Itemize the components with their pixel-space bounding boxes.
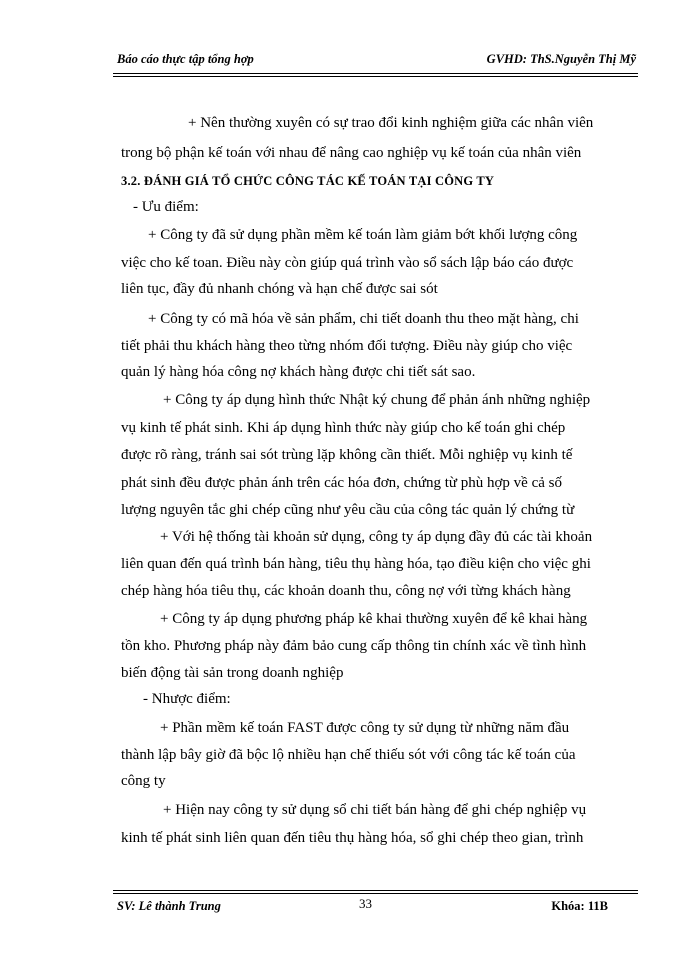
footer-rule xyxy=(113,893,638,894)
footer-course: Khóa: 11B xyxy=(551,899,608,913)
text-line: + Công ty có mã hóa về sản phẩm, chi tiết doanh thu theo mặt hàng, chi xyxy=(148,311,579,327)
text-line: + Phần mềm kế toán FAST được công ty sử dụng từ những năm đầu xyxy=(160,720,570,736)
text-line: - Nhược điểm: xyxy=(143,691,231,707)
text-line: được rõ ràng, tránh sai sót trùng lặp không cần thiết. Mỗi nghiệp vụ kinh tế xyxy=(121,447,573,463)
text-line: liên quan đến quá trình bán hàng, tiêu thụ hàng hóa, tạo điều kiện cho việc ghi xyxy=(121,556,591,572)
text-line: + Công ty đã sử dụng phần mềm kế toán làm giảm bớt khối lượng công xyxy=(148,227,578,243)
section-heading: 3.2. ĐÁNH GIÁ TỔ CHỨC CÔNG TÁC KẾ TOÁN TẠI CÔNG TY xyxy=(121,174,495,188)
footer-rule xyxy=(113,890,638,891)
text-line: + Với hệ thống tài khoản sử dụng, công ty áp dụng đầy đủ các tài khoản xyxy=(160,529,593,545)
text-line: việc cho kế toan. Điều này còn giúp quá trình vào sổ sách lập báo cáo được xyxy=(121,255,574,271)
header-report-title: Báo cáo thực tập tổng hợp xyxy=(117,52,254,66)
text-line: + Công ty áp dụng hình thức Nhật ký chung để phản ánh những nghiệp xyxy=(163,392,591,408)
text-line: liên tục, đầy đủ nhanh chóng và hạn chế được sai sót xyxy=(121,281,438,297)
text-line: kinh tế phát sinh liên quan đến tiêu thụ hàng hóa, sổ ghi chép theo gian, trình xyxy=(121,830,584,846)
text-line: - Ưu điểm: xyxy=(133,199,199,215)
header-rule xyxy=(113,73,638,74)
text-line: + Nên thường xuyên có sự trao đổi kinh nghiệm giữa các nhân viên xyxy=(188,115,594,131)
text-line: chép hàng hóa tiêu thụ, các khoản doanh thu, công nợ với từng khách hàng xyxy=(121,583,571,599)
text-line: vụ kinh tế phát sinh. Khi áp dụng hình thức này giúp cho kế toán ghi chép xyxy=(121,420,566,436)
text-line: thành lập bây giờ đã bộc lộ nhiều hạn chế thiếu sót với công tác kế toán của xyxy=(121,747,576,763)
text-line: tiết phải thu khách hàng theo từng nhóm đối tượng. Điều này giúp cho việc xyxy=(121,338,573,354)
page-header xyxy=(113,50,638,72)
text-line: biến động tài sản trong doanh nghiệp xyxy=(121,665,344,681)
text-line: phát sinh đều được phản ánh trên các hóa đơn, chứng từ phù hợp về cả số xyxy=(121,475,562,491)
text-line: tồn kho. Phương pháp này đảm bảo cung cấp thông tin chính xác về tình hình xyxy=(121,638,587,654)
page-number: 33 xyxy=(359,896,372,911)
header-rule xyxy=(113,76,638,77)
text-line: + Công ty áp dụng phương pháp kê khai thường xuyên để kê khai hàng xyxy=(160,611,588,627)
page-footer xyxy=(113,896,638,918)
text-line: công ty xyxy=(121,773,166,789)
header-supervisor: GVHD: ThS.Nguyễn Thị Mỹ xyxy=(486,52,636,66)
text-line: + Hiện nay công ty sử dụng sổ chi tiết bán hàng để ghi chép nghiệp vụ xyxy=(163,802,587,818)
footer-student: SV: Lê thành Trung xyxy=(117,899,221,913)
text-line: lượng nguyên tắc ghi chép cũng như yêu cầu của công tác quản lý chứng từ xyxy=(121,502,575,518)
text-line: trong bộ phận kế toán với nhau để nâng cao nghiệp vụ kế toán của nhân viên xyxy=(121,145,582,161)
text-line: quản lý hàng hóa công nợ khách hàng được chi tiết sát sao. xyxy=(121,364,476,380)
